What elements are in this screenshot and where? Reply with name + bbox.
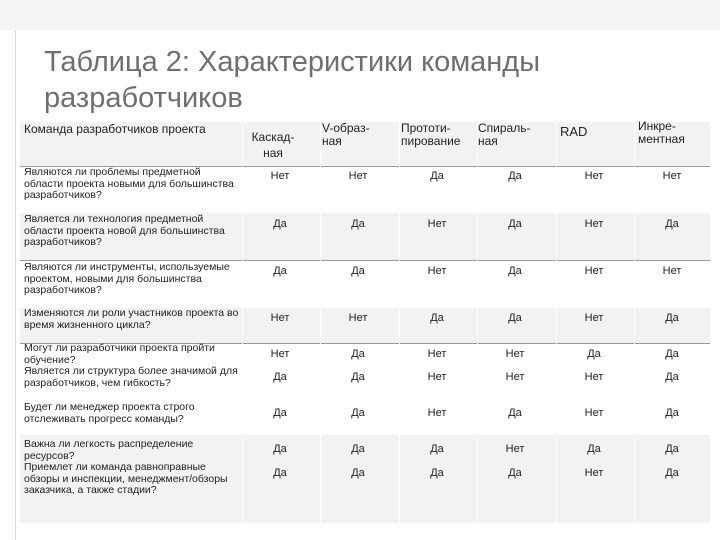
table-row <box>20 435 710 523</box>
row-value-waterfall: Да <box>273 371 287 383</box>
row-value-waterfall: Нет <box>270 348 290 360</box>
row-question: Будет ли менеджер проекта строго отслеживать прогресс команды? <box>24 401 195 425</box>
row-value-spiral: Да <box>508 407 522 419</box>
row-value-v-shaped: Да <box>351 371 365 383</box>
left-rule <box>15 30 16 540</box>
header-criterion: Команда разработчиков проекта <box>24 122 206 136</box>
row-value-waterfall: Да <box>273 218 287 230</box>
row-value-prototyping: Да <box>430 443 444 455</box>
row-value-v-shaped: Да <box>351 467 365 479</box>
row-value-prototyping: Нет <box>427 407 447 419</box>
row-question: Важна ли легкость распределение ресурсов? <box>24 438 194 462</box>
row-question: Приемлет ли команда равноправные обзоры и инспекции, менеджмент/обзоры заказчика, а также стадии? <box>24 461 228 497</box>
row-value-spiral: Да <box>508 265 522 277</box>
row-value-incremental: Да <box>665 407 679 419</box>
row-value-prototyping: Нет <box>427 265 447 277</box>
table-row <box>20 308 710 343</box>
column-divider <box>556 122 557 523</box>
row-question: Изменяются ли роли участников проекта во время жизненного цикла? <box>24 307 239 331</box>
top-band <box>0 0 720 30</box>
row-value-rad: Нет <box>584 312 604 324</box>
row-value-spiral: Да <box>508 467 522 479</box>
header-model-v-shaped: V-образ-ная <box>322 121 370 148</box>
row-value-prototyping: Нет <box>427 218 447 230</box>
row-question: Является ли технология предметной области проекта новой для большинства разработчиков? <box>24 213 225 249</box>
row-value-prototyping: Да <box>430 312 444 324</box>
row-value-rad: Да <box>587 443 601 455</box>
row-value-incremental: Да <box>665 348 679 360</box>
row-value-spiral: Нет <box>505 443 525 455</box>
row-value-rad: Нет <box>584 407 604 419</box>
row-question: Могут ли разработчики проекта пройти обучение? <box>24 342 215 366</box>
row-value-waterfall: Да <box>273 265 287 277</box>
row-value-rad: Нет <box>584 467 604 479</box>
column-divider <box>320 122 321 523</box>
row-value-incremental: Да <box>665 467 679 479</box>
row-value-incremental: Да <box>665 218 679 230</box>
row-value-spiral: Нет <box>505 348 525 360</box>
table-row <box>20 213 710 260</box>
column-divider <box>634 122 635 523</box>
row-value-waterfall: Да <box>273 467 287 479</box>
table-row <box>20 166 710 213</box>
header-model-waterfall: Каскад-ная <box>251 130 295 160</box>
row-value-spiral: Да <box>508 312 522 324</box>
column-divider <box>399 122 400 523</box>
row-value-v-shaped: Да <box>351 218 365 230</box>
table-header-row <box>20 119 710 166</box>
row-value-waterfall: Нет <box>270 312 290 324</box>
row-value-incremental: Да <box>665 371 679 383</box>
column-divider <box>477 122 478 523</box>
row-value-v-shaped: Да <box>351 443 365 455</box>
team-characteristics-table <box>20 119 710 523</box>
header-model-rad: RAD <box>560 124 588 139</box>
row-value-rad: Нет <box>584 170 604 182</box>
slide-title: Таблица 2: Характеристики команды разработчиков <box>44 46 541 114</box>
table-row <box>20 343 710 435</box>
row-question: Является ли структура более значимой для разработчиков, чем гибкость? <box>24 365 238 389</box>
row-value-v-shaped: Да <box>351 265 365 277</box>
row-value-rad: Да <box>587 348 601 360</box>
row-question: Являются ли инструменты, используемые проектом, новыми для большинства разработчиков? <box>24 261 230 297</box>
row-value-waterfall: Да <box>273 407 287 419</box>
row-value-prototyping: Да <box>430 170 444 182</box>
row-value-prototyping: Нет <box>427 348 447 360</box>
row-value-incremental: Да <box>665 443 679 455</box>
row-value-incremental: Да <box>665 312 679 324</box>
row-question: Являются ли проблемы предметной области проекта новыми для большинства разработчиков? <box>24 166 234 202</box>
header-model-prototyping: Прототи-пирование <box>401 121 461 148</box>
row-value-incremental: Нет <box>662 265 682 277</box>
row-value-spiral: Да <box>508 218 522 230</box>
row-value-v-shaped: Нет <box>348 312 368 324</box>
row-value-incremental: Нет <box>662 170 682 182</box>
table-row <box>20 260 710 308</box>
row-value-v-shaped: Нет <box>348 170 368 182</box>
row-value-rad: Нет <box>584 218 604 230</box>
row-value-spiral: Да <box>508 170 522 182</box>
row-value-rad: Нет <box>584 265 604 277</box>
row-value-rad: Нет <box>584 371 604 383</box>
row-value-waterfall: Нет <box>270 170 290 182</box>
row-value-prototyping: Нет <box>427 371 447 383</box>
row-value-v-shaped: Да <box>351 348 365 360</box>
row-value-waterfall: Да <box>273 443 287 455</box>
header-model-spiral: Спираль-ная <box>478 121 531 148</box>
row-value-v-shaped: Да <box>351 407 365 419</box>
column-divider <box>242 122 243 523</box>
row-value-spiral: Нет <box>505 371 525 383</box>
header-model-incremental: Инкре-ментная <box>638 119 685 146</box>
row-value-prototyping: Да <box>430 467 444 479</box>
